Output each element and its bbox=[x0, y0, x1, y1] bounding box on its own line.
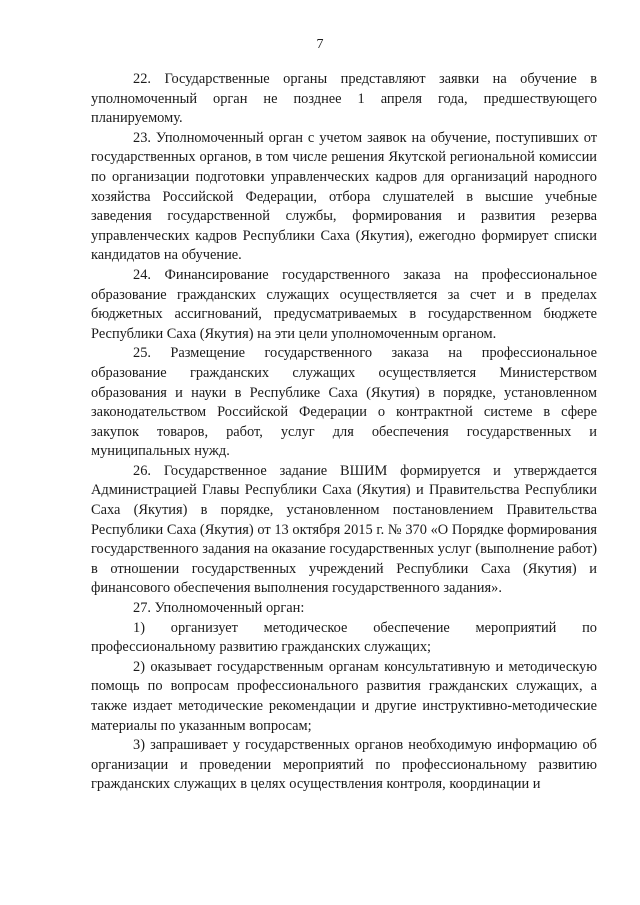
page-number: 7 bbox=[316, 37, 324, 52]
paragraph-26: 26. Государственное задание ВШИМ формируется и утверждается Администрацией Главы Республики Саха (Якутия) и Правительства Республики Саха (Якутия) в порядке, установленном постановлением Правительства Республики Саха (Якутия) от 13 октября 2015 г. № 370 «О Порядке формирования государственного задания на оказание государственных услуг (выполнение работ) в отношении государственных учреждений Республики Саха (Якутия) и финансового обеспечения выполнения государственного задания». bbox=[91, 462, 597, 597]
paragraph-24: 24. Финансирование государственного заказа на профессиональное образование гражданских служащих осуществляется за счет и в пределах бюджетных ассигнований, предусматриваемых в государственном бюджете Республики Саха (Якутия) на эти цели уполномоченным органом. bbox=[91, 266, 597, 342]
list-item-2: 2) оказывает государственным органам консультативную и методическую помощь по вопросам профессионального развития гражданских служащих, а также издает методические рекомендации и другие инструктивно-методические материалы по указанным вопросам; bbox=[91, 658, 597, 734]
paragraph-25: 25. Размещение государственного заказа на профессиональное образование гражданских служащих осуществляется Министерством образования и науки в Республике Саха (Якутия) в порядке, установленном законодательством Российской Федерации о контрактной системе в сфере закупок товаров, работ, услуг для обеспечения государственных и муниципальных нужд. bbox=[91, 345, 597, 460]
document-body bbox=[91, 70, 597, 795]
list-item-3: 3) запрашивает у государственных органов необходимую информацию об организации и проведении мероприятий по профессиональному развитию гражданских служащих в целях осуществления контроля, координации и bbox=[91, 737, 597, 793]
paragraph-22: 22. Государственные органы представляют заявки на обучение в уполномоченный орган не позднее 1 апреля года, предшествующего планируемому. bbox=[91, 71, 597, 127]
paragraph-23: 23. Уполномоченный орган с учетом заявок на обучение, поступивших от государственных органов, в том числе решения Якутской региональной комиссии по организации подготовки управленческих кадров для организаций народного хозяйства Российской Федерации, отбора слушателей в высшие учебные заведения государственной службы, формирования и развития резерва управленческих кадров Республики Саха (Якутия), ежегодно формирует списки кандидатов на обучение. bbox=[91, 129, 597, 264]
paragraph-27: 27. Уполномоченный орган: bbox=[133, 600, 305, 617]
list-item-1: 1) организует методическое обеспечение мероприятий по профессиональному развитию гражданских служащих; bbox=[91, 619, 597, 656]
